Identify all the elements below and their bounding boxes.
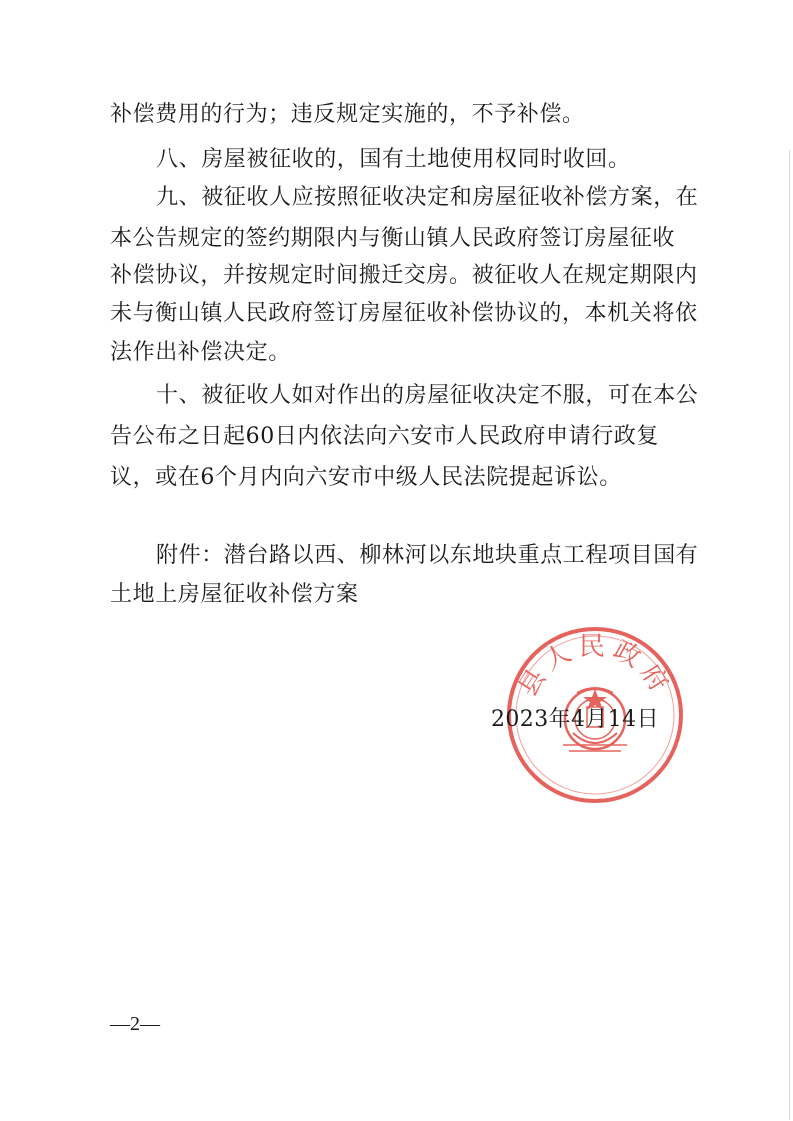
body-line-5: 补偿协议，并按规定时间搬迁交房。被征收人在规定期限内 bbox=[110, 263, 698, 288]
body-line-6: 未与衡山镇人民政府签订房屋征收补偿协议的，本机关将依 bbox=[110, 301, 698, 326]
body-line-2: 八、房屋被征收的，国有土地使用权同时收回。 bbox=[156, 147, 631, 172]
attachment-line-1: 附件：潜台路以西、柳林河以东地块重点工程项目国有 bbox=[156, 543, 699, 568]
body-line-3: 九、被征收人应按照征收决定和房屋征收补偿方案，在 bbox=[156, 185, 699, 210]
document-date: 2023年4月14日 bbox=[491, 707, 659, 732]
body-line-1: 补偿费用的行为；违反规定实施的，不予补偿。 bbox=[110, 102, 585, 127]
attachment-line-2: 土地上房屋征收补偿方案 bbox=[110, 582, 359, 607]
body-line-10: 议，或在6个月内向六安市中级人民法院提起诉讼。 bbox=[110, 465, 622, 490]
body-line-9: 告公布之日起60日内依法向六安市人民政府申请行政复 bbox=[110, 424, 659, 449]
page-number: —2— bbox=[110, 1013, 160, 1035]
body-line-8: 十、被征收人如对作出的房屋征收决定不服，可在本公 bbox=[156, 383, 699, 408]
body-line-4: 本公告规定的签约期限内与衡山镇人民政府签订房屋征收 bbox=[110, 226, 676, 251]
seal-text: 县人民政府 bbox=[513, 632, 677, 702]
body-line-7: 法作出补偿决定。 bbox=[110, 340, 291, 365]
scan-edge-line bbox=[789, 150, 790, 1120]
